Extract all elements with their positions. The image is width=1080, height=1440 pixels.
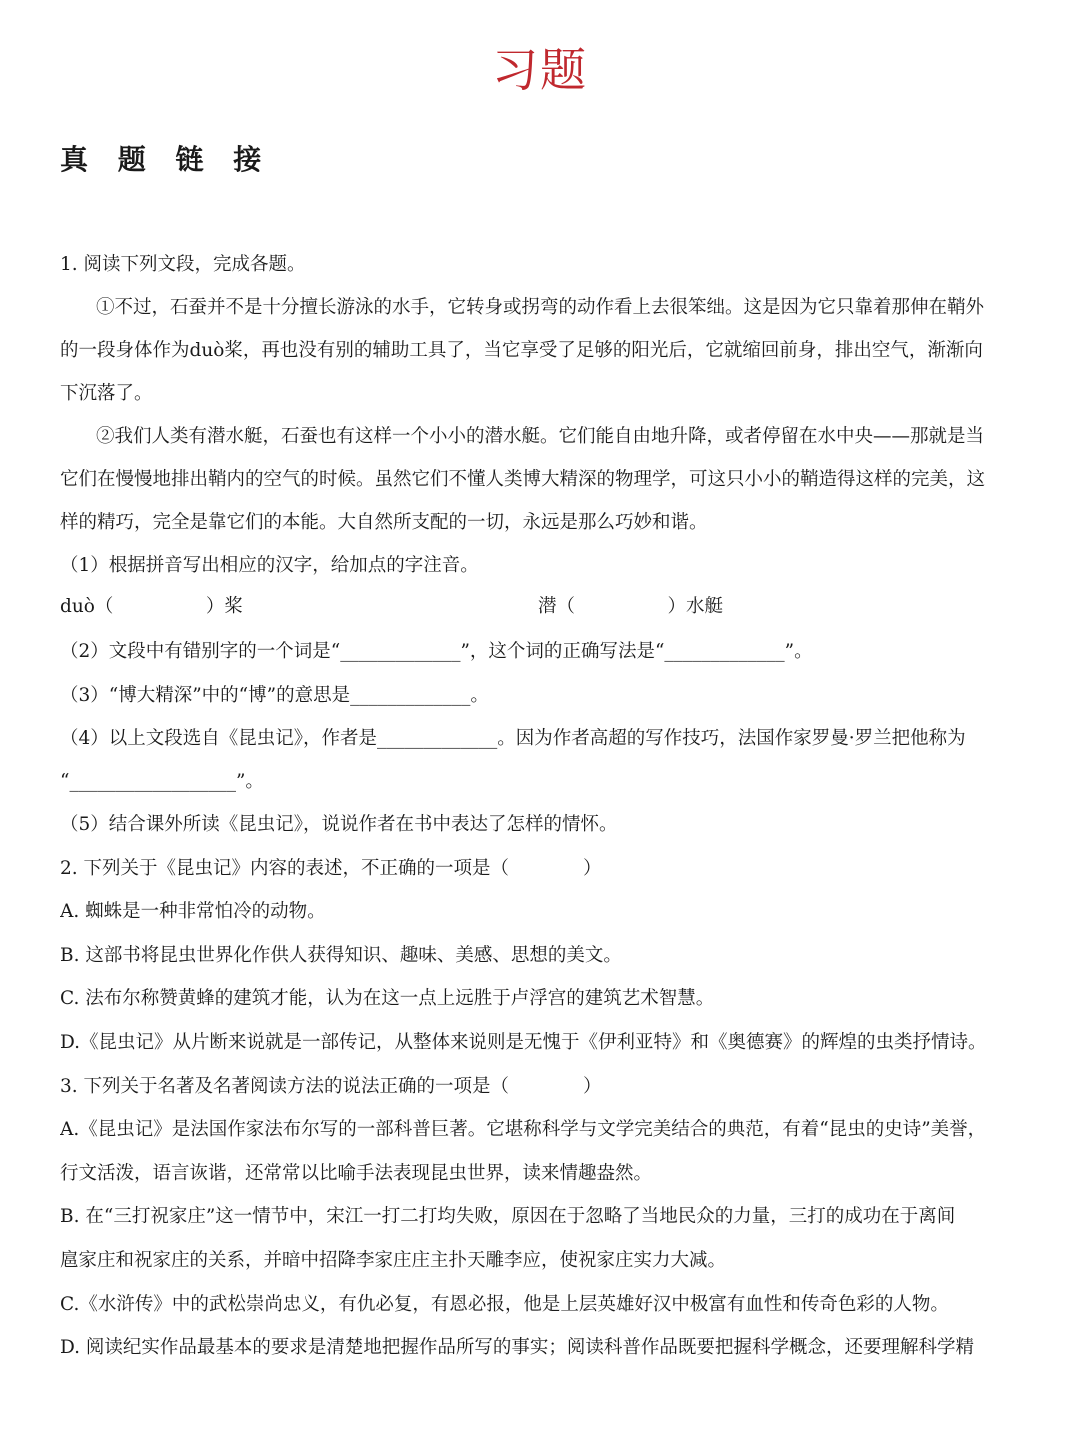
pinyin-fill-row [60,592,1040,622]
question-2-option: B. 这部书将昆虫世界化作供人获得知识、趣味、美感、思想的美文。 [60,945,622,966]
question-3-option-line: D. 阅读纪实作品最基本的要求是清楚地把握作品所写的事实；阅读科普作品既要把握科学概念，还要理解科学精 [60,1337,974,1358]
question-2-stem: 2. 下列关于《昆虫记》内容的表述，不正确的一项是（ ） [60,858,602,879]
question-1-stem: 1. 阅读下列文段，完成各题。 [60,254,306,275]
question-3-option-line: 扈家庄和祝家庄的关系，并暗中招降李家庄庄主扑天雕李应，使祝家庄实力大减。 [60,1250,727,1271]
passage-1-line: 下沉落了。 [60,383,153,404]
sub-question-2: （2）文段中有错别字的一个词是“_____________”，这个词的正确写法是“_____________”。 [60,641,813,662]
question-3-stem: 3. 下列关于名著及名著阅读方法的说法正确的一项是（ ） [60,1076,602,1097]
pinyin-fill-right [538,592,723,622]
question-3-option-line: C.《水浒传》中的武松崇尚忠义，有仇必复，有恩必报，他是上层英雄好汉中极富有血性和传奇色彩的人物。 [60,1294,949,1315]
sub-question-1: （1）根据拼音写出相应的汉字，给加点的字注音。 [60,555,479,576]
question-2-option: D.《昆虫记》从片断来说就是一部传记，从整体来说则是无愧于《伊利亚特》和《奥德赛》的辉煌的虫类抒情诗。 [60,1032,987,1053]
pinyin-fill-right-rest: （ ）水艇 [556,596,724,617]
pinyin-fill-left: duò（ ）桨 [60,596,243,617]
question-2-option: C. 法布尔称赞黄蜂的建筑才能，认为在这一点上远胜于卢浮宫的建筑艺术智慧。 [60,988,715,1009]
question-3-option-line: A.《昆虫记》是法国作家法布尔写的一部科普巨著。它堪称科学与文学完美结合的典范，有着“昆虫的史诗”美誉， [60,1119,987,1140]
section-heading: 真 题 链 接 [60,143,272,176]
sub-question-4: （4）以上文段选自《昆虫记》，作者是_____________。因为作者高超的写作技巧，法国作家罗曼·罗兰把他称为 [60,728,966,749]
passage-1-line: ①不过，石蚕并不是十分擅长游泳的水手，它转身或拐弯的动作看上去很笨绌。这是因为它只靠着那伸在鞘外 [96,297,985,318]
page-title: 习题 [492,43,588,97]
passage-2-line: 它们在慢慢地排出鞘内的空气的时候。虽然它们不懂人类博大精深的物理学，可这只小小的鞘造得这样的完美，这 [60,469,986,490]
question-2-option: A. 蜘蛛是一种非常怕冷的动物。 [60,901,326,922]
passage-1-line: 的一段身体作为duò桨，再也没有别的辅助工具了，当它享受了足够的阳光后，它就缩回前身，排出空气，渐渐向 [60,340,983,361]
sub-question-3: （3）“博大精深”中的“博”的意思是_____________。 [60,685,489,706]
passage-2-line: 样的精巧，完全是靠它们的本能。大自然所支配的一切，永远是那么巧妙和谐。 [60,512,708,533]
dotted-character: 潜 [538,592,557,622]
sub-question-5: （5）结合课外所读《昆虫记》，说说作者在书中表达了怎样的情怀。 [60,814,618,835]
passage-2-line: ②我们人类有潜水艇，石蚕也有这样一个小小的潜水艇。它们能自由地升降，或者停留在水中央——那就是当 [96,426,985,447]
question-3-option-line: 行文活泼，语言诙谐，还常常以比喻手法表现昆虫世界，读来情趣盎然。 [60,1163,653,1184]
sub-question-4-continued: “__________________”。 [60,771,264,792]
question-3-option-line: B. 在“三打祝家庄”这一情节中，宋江一打二打均失败，原因在于忽略了当地民众的力量，三打的成功在于离间 [60,1206,956,1227]
